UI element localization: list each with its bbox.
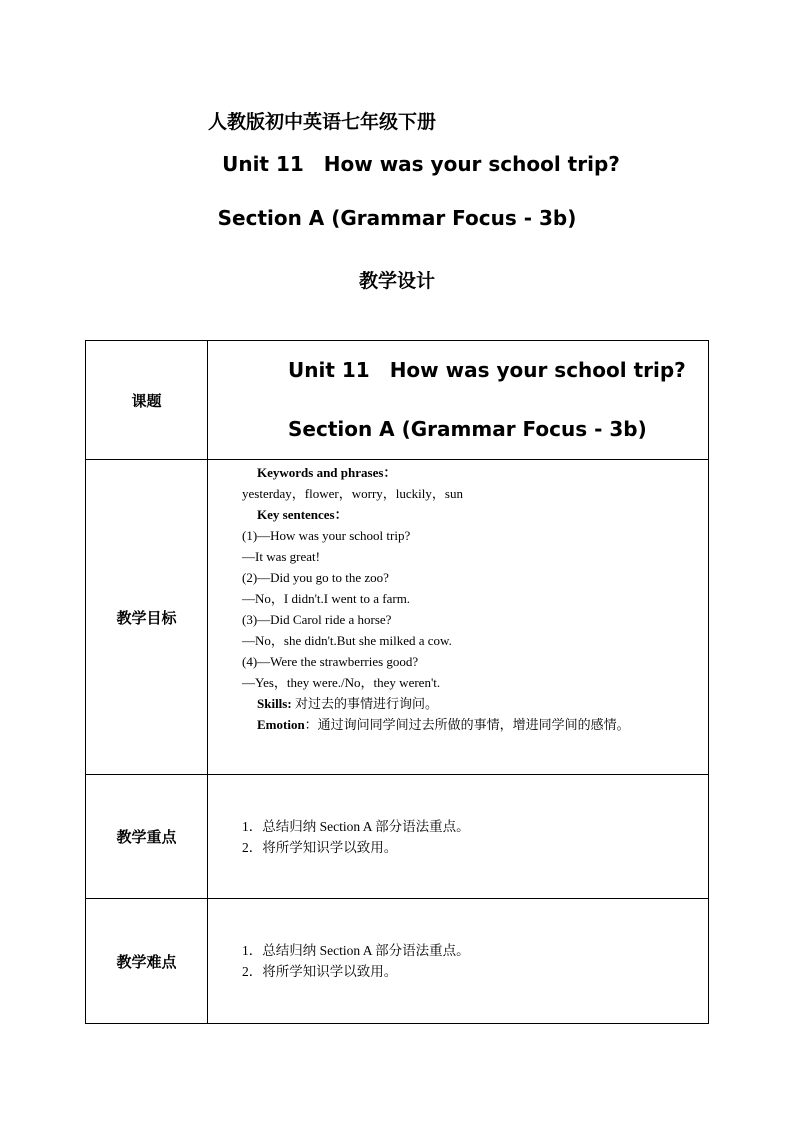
unit-title: Unit 11 How was your school trip? [222, 152, 620, 176]
difficult-points-label: 教学难点 [86, 899, 208, 1024]
sentence-line: —No，she didn't.But she milked a cow. [242, 633, 452, 648]
sentence-line: —Yes，they were./No，they weren't. [242, 675, 441, 690]
lesson-plan-table [85, 340, 709, 1024]
topic-unit-title: Unit 11 How was your school trip? [288, 358, 686, 382]
emotion-text: ：通过询问同学间过去所做的事情，增进同学间的感情。 [304, 717, 630, 732]
skills-label: Skills: [257, 696, 292, 711]
topic-row [86, 341, 709, 460]
document-title-cn: 人教版初中英语七年级下册 [207, 111, 436, 133]
sentence-line: —No，I didn't.I went to a farm. [242, 591, 411, 606]
sentence-line: (1)—How was your school trip? [242, 528, 411, 543]
key-point-item: 1．总结归纳 Section A 部分语法重点。 [242, 818, 470, 834]
difficult-points-row [86, 899, 709, 1024]
emotion-label: Emotion [257, 717, 305, 732]
difficult-points-content [208, 899, 709, 1024]
sentence-line: (3)—Did Carol ride a horse? [242, 612, 392, 627]
sentence-line: (4)—Were the strawberries good? [242, 654, 419, 669]
topic-label: 课题 [86, 341, 208, 460]
skills-text: 对过去的事情进行询问。 [291, 696, 438, 711]
topic-content [208, 341, 709, 460]
difficult-point-item: 1．总结归纳 Section A 部分语法重点。 [242, 943, 470, 958]
section-title: Section A (Grammar Focus - 3b) [217, 206, 577, 230]
topic-section-title: Section A (Grammar Focus - 3b) [288, 417, 647, 441]
sentence-line: —It was great! [242, 549, 320, 564]
emotion-line [242, 714, 708, 735]
sentence-line: (2)—Did you go to the zoo? [242, 570, 389, 585]
sentences-heading: Key sentences： [257, 507, 348, 522]
key-points-content [208, 775, 709, 899]
difficult-point-item: 2．将所学知识学以致用。 [242, 964, 398, 979]
objectives-row [86, 460, 709, 775]
objectives-label: 教学目标 [86, 460, 208, 775]
key-points-label: 教学重点 [86, 775, 208, 899]
key-points-row [86, 775, 709, 899]
skills-line [242, 693, 708, 714]
keywords-heading: Keywords and phrases： [257, 465, 397, 480]
keywords-list: yesterday，flower，worry，luckily，sun [242, 486, 463, 501]
objectives-content [208, 460, 709, 775]
design-title: 教学设计 [358, 270, 435, 292]
key-point-item: 2．将所学知识学以致用。 [242, 839, 398, 855]
